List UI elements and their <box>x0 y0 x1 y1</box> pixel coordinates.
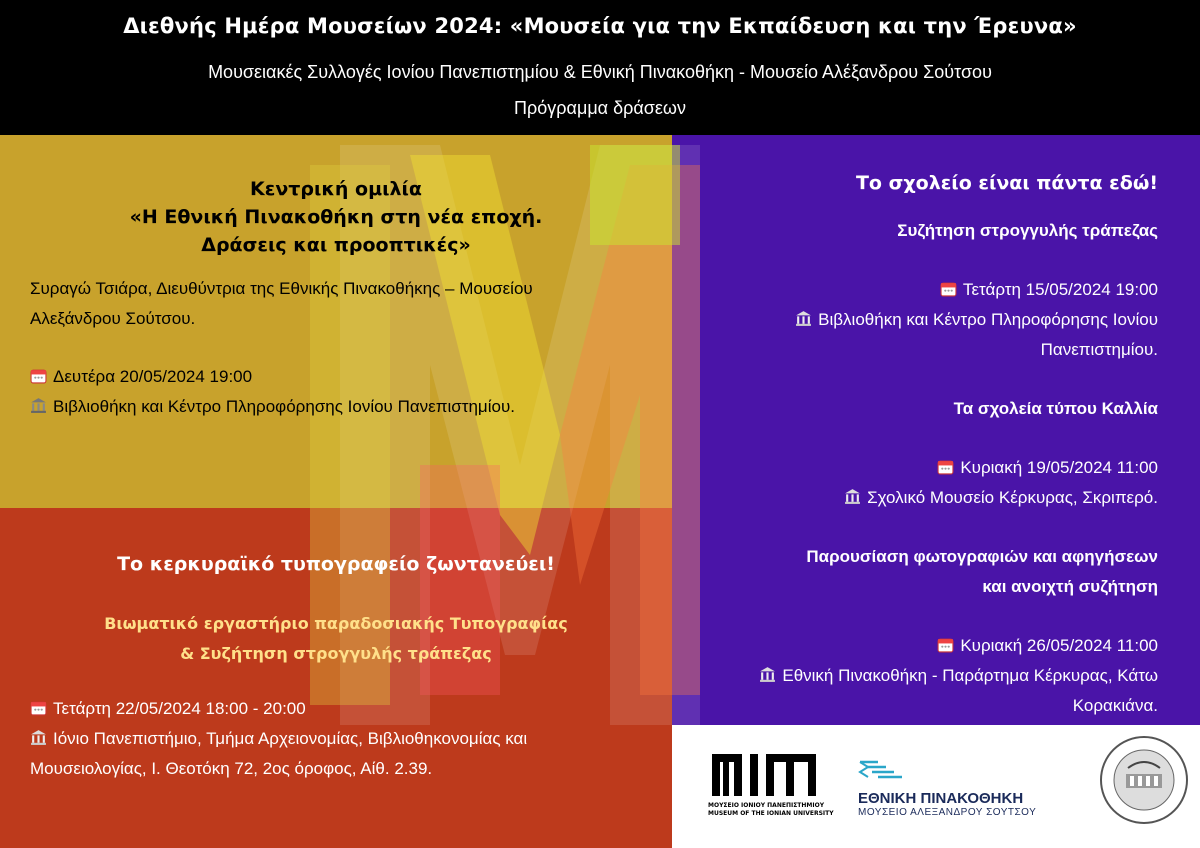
printing-details <box>30 694 670 784</box>
ionian-museum-logo <box>708 752 834 822</box>
event-title: Παρουσίαση φωτογραφιών και αφηγήσεων <box>806 547 1158 566</box>
library-seal-icon <box>1098 734 1190 826</box>
program-label: Πρόγραμμα δράσεων <box>514 98 686 118</box>
keynote-place-row <box>30 392 670 422</box>
printing-date: Τετάρτη 22/05/2024 18:00 - 20:00 <box>53 699 306 718</box>
national-gallery-subtitle: ΜΟΥΣΕΙΟ ΑΛΕΞΑΝΔΡΟΥ ΣΟΥΤΣΟΥ <box>858 807 1037 818</box>
school-events <box>680 216 1158 721</box>
printing-date-row <box>30 694 670 724</box>
museum-icon <box>30 729 47 746</box>
national-gallery-logo <box>858 758 1037 822</box>
event-date: Τετάρτη 15/05/2024 19:00 <box>962 280 1158 299</box>
national-gallery-name: ΕΘΝΙΚΗ ΠΙΝΑΚΟΘΗΚΗ <box>858 790 1024 807</box>
keynote-heading-line: Κεντρική ομιλία <box>250 178 422 200</box>
event-place: Κορακιάνα. <box>1072 696 1158 715</box>
event-title: και ανοιχτή συζήτηση <box>982 577 1158 596</box>
keynote-date-row <box>30 362 670 392</box>
event-date: Κυριακή 26/05/2024 11:00 <box>960 636 1158 655</box>
event-date-row <box>680 275 1158 305</box>
museum-icon <box>844 488 861 505</box>
ionian-museum-name-gr: ΜΟΥΣΕΙΟ ΙΟΝΙΟΥ ΠΑΝΕΠΙΣΤΗΜΙΟΥ <box>708 802 825 809</box>
printing-place-row <box>30 724 670 754</box>
event-title: Τα σχολεία τύπου Καλλία <box>953 399 1158 418</box>
national-gallery-logo-mark <box>858 758 928 784</box>
keynote-heading-line: Δράσεις και προοπτικές» <box>201 234 471 256</box>
ionian-museum-logo-mark <box>708 752 824 798</box>
keynote-speaker-line: Συραγώ Τσιάρα, Διευθύντρια της Εθνικής Πινακοθήκης – Μουσείου <box>30 279 533 298</box>
keynote-speaker <box>30 274 670 334</box>
event-place: Πανεπιστημίου. <box>1040 340 1158 359</box>
header-banner <box>0 0 1200 135</box>
event-place: Βιβλιοθήκη και Κέντρο Πληροφόρησης Ιονίου <box>818 310 1158 329</box>
library-seal-logo <box>1098 734 1190 826</box>
printing-heading: Το κερκυραϊκό τυπογραφείο ζωντανεύει! <box>117 553 555 575</box>
keynote-date: Δευτέρα 20/05/2024 19:00 <box>53 367 253 386</box>
printing-sub-line: Βιωματικό εργαστήριο παραδοσιακής Τυπογραφίας <box>104 614 568 633</box>
ionian-museum-name-en: MUSEUM OF THE IONIAN UNIVERSITY <box>708 810 834 817</box>
page-title: Διεθνής Ημέρα Μουσείων 2024: «Μουσεία για την Εκπαίδευση και την Έρευνα» <box>123 14 1077 38</box>
museum-icon <box>795 310 812 327</box>
printing-sub-line: & Συζήτηση στρογγυλής τράπεζας <box>180 644 492 663</box>
event-place-row <box>680 661 1158 691</box>
event-date: Κυριακή 19/05/2024 11:00 <box>960 458 1158 477</box>
event-place-row <box>680 305 1158 335</box>
printing-place-line: Μουσειολογίας, Ι. Θεοτόκη 72, 2ος όροφος, Αίθ. 2.39. <box>30 759 433 778</box>
calendar-icon <box>30 367 47 384</box>
keynote-heading <box>0 175 672 259</box>
event-place: Σχολικό Μουσείο Κέρκυρας, Σκριπερό. <box>867 488 1158 507</box>
keynote-heading-line: «Η Εθνική Πινακοθήκη στη νέα εποχή. <box>129 206 543 228</box>
museum-icon <box>759 666 776 683</box>
school-heading: Το σχολείο είναι πάντα εδώ! <box>855 172 1158 194</box>
museum-icon <box>30 397 47 414</box>
event-place-row <box>680 483 1158 513</box>
keynote-speaker-line: Αλεξάνδρου Σούτσου. <box>30 309 196 328</box>
calendar-icon <box>30 699 47 716</box>
calendar-icon <box>937 458 954 475</box>
event-date-row <box>680 453 1158 483</box>
calendar-icon <box>937 636 954 653</box>
page-subtitle: Μουσειακές Συλλογές Ιονίου Πανεπιστημίου & Εθνική Πινακοθήκη - Μουσείο Αλέξανδρου Σούτσου <box>208 62 992 82</box>
printing-place-line: Ιόνιο Πανεπιστήμιο, Τμήμα Αρχειονομίας, Βιβλιοθηκονομίας και <box>53 729 528 748</box>
calendar-icon <box>940 280 957 297</box>
event-place: Εθνική Πινακοθήκη - Παράρτημα Κέρκυρας, Κάτω <box>782 666 1158 685</box>
keynote-place: Βιβλιοθήκη και Κέντρο Πληροφόρησης Ιονίου Πανεπιστημίου. <box>53 397 515 416</box>
event-title: Συζήτηση στρογγυλής τράπεζας <box>897 221 1158 240</box>
event-date-row <box>680 631 1158 661</box>
printing-subheading <box>0 609 672 669</box>
keynote-details <box>30 362 670 422</box>
